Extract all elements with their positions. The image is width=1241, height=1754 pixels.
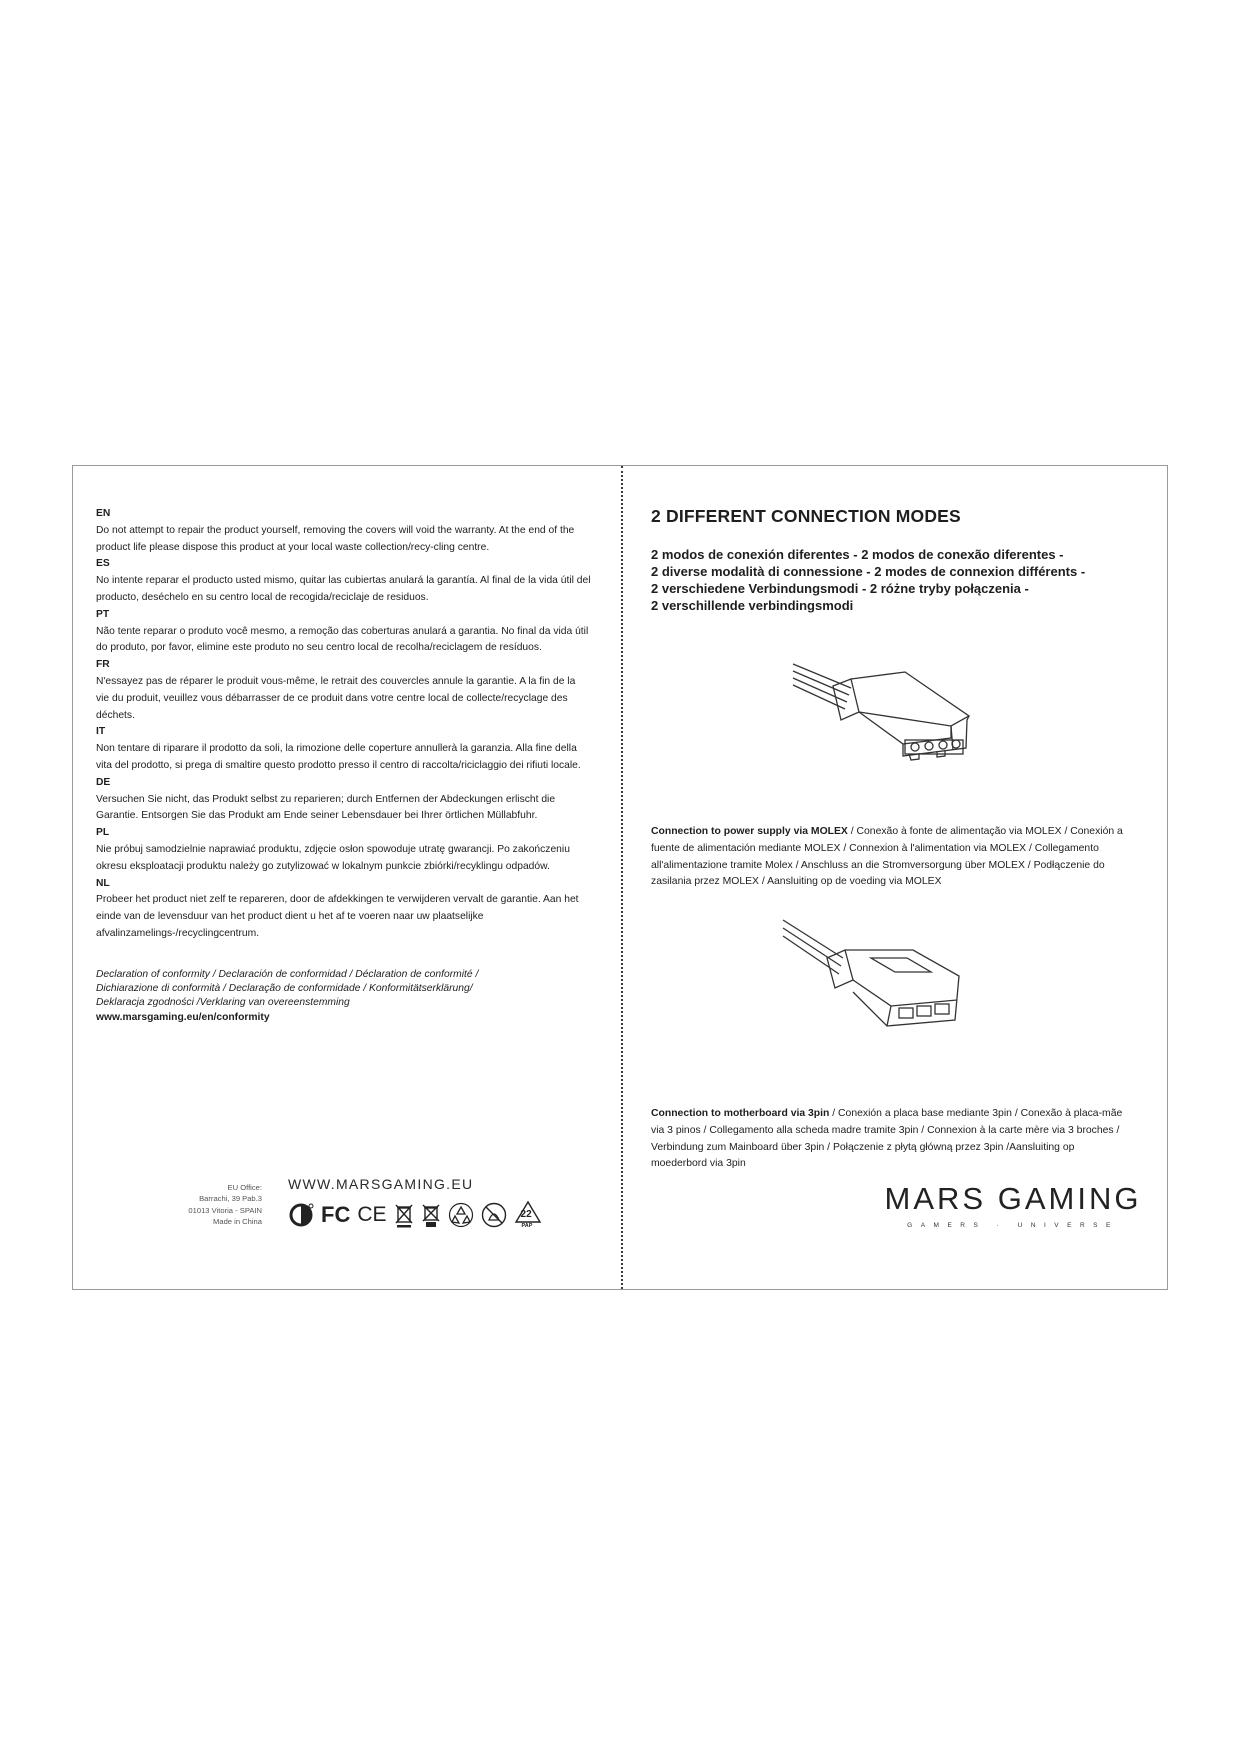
- fcc-icon: FC: [321, 1202, 351, 1227]
- lang-code-de: DE: [96, 776, 111, 788]
- right-panel: [651, 506, 1131, 1170]
- molex-caption-lead: Connection to power supply via MOLEX: [651, 826, 848, 837]
- 3pin-caption-lead: Connection to motherboard via 3pin: [651, 1108, 830, 1119]
- pap-label: PAP: [521, 1223, 533, 1229]
- left-panel: [96, 506, 591, 1025]
- declaration-line: Declaration of conformity / Declaración de conformidad / Déclaration de conformité /: [96, 968, 479, 980]
- declaration-line: Dichiarazione di conformità / Declaração de conformidade / Konformitätserklärung/: [96, 983, 473, 995]
- logo-brand: MARS GAMING: [884, 1181, 1142, 1216]
- subtitle-line: 2 verschiedene Verbindungsmodi - 2 różne tryby połączenia -: [651, 581, 1029, 596]
- warning-text-nl: Probeer het product niet zelf te repareren, door de afdekkingen te verwijderen vervalt de garantie. Aan het einde van de levensduur van het product dient u het af te voeren naar uw plaatselijke afvalinzamelings-/recyclingcentrum.: [96, 894, 579, 939]
- warning-text-fr: N'essayez pas de réparer le produit vous-même, le retrait des couvercles annule la garantie. A la fin de la vie du produit, veuillez vous débarrasser de ce produit dans votre centre local de collecte/recyclage des déchets.: [96, 675, 576, 721]
- recycle-icon: [448, 1202, 474, 1228]
- warning-text-pl: Nie próbuj samodzielnie naprawiać produktu, zdjęcie osłon spowoduje utratę gwarancji. Po zakończeniu okresu eksploatacji produktu należy go zutylizować w lokalnym punkcie zbiórki/recyklingu odpadów.: [96, 843, 570, 872]
- lang-code-it: IT: [96, 726, 106, 738]
- conformity-link[interactable]: www.marsgaming.eu/en/conformity: [96, 1011, 270, 1023]
- warranty-warnings: [96, 506, 591, 943]
- 3pin-caption-rest: / Conexión a placa base mediante 3pin / Conexão à placa-mãe via 3 pinos / Collegamento alla scheda madre tramite 3pin / Connexion à la carte mère via 3 broches / Verbindung zum Mainboard über 3pin / Połączenie z płytą główną przez 3pin /Aansluiting op moederbord via 3pin: [651, 1108, 1123, 1170]
- 3pin-caption: [651, 1106, 1131, 1173]
- warning-text-en: Do not attempt to repair the product yourself, removing the covers will void the warranty. At the end of the product life please dispose this product at your local waste collection/recy-cling centre.: [96, 524, 575, 553]
- warning-text-pt: Não tente reparar o produto você mesmo, a remoção das coberturas anulará a garantia. No final da vida útil do produto, por favor, elimine este produto no seu centro local de recolha/reciclagem de resíduos.: [96, 625, 589, 654]
- molex-connector-illustration: [791, 654, 991, 779]
- subtitle-line: 2 diverse modalità di connessione - 2 modes de connexion différents -: [651, 564, 1086, 579]
- page-title: 2 DIFFERENT CONNECTION MODES: [651, 506, 961, 526]
- lang-code-fr: FR: [96, 659, 110, 671]
- declaration-of-conformity: [96, 968, 591, 1025]
- certification-marks: [288, 1200, 542, 1230]
- pap-number: 22: [520, 1209, 532, 1220]
- warning-text-de: Versuchen Sie nicht, das Produkt selbst zu reparieren; durch Entfernen der Abdeckungen erlischt die Garantie. Entsorgen Sie das Produkt am Ende seiner Lebensdauer bei Ihrer örtlichen Müllabfuhr.: [96, 793, 556, 822]
- fold-line: [621, 466, 623, 1289]
- lang-code-nl: NL: [96, 877, 110, 889]
- logo-tagline: GAMERS · UNIVERSE: [907, 1222, 1119, 1229]
- eu-office-label: EU Office:: [227, 1183, 262, 1192]
- pap-22-icon: [514, 1200, 542, 1230]
- made-in-label: Made in China: [213, 1216, 262, 1226]
- eu-office-city: 01013 Vitoria - SPAIN: [188, 1205, 262, 1215]
- eu-office-address: [163, 1182, 262, 1227]
- lang-code-pt: PT: [96, 608, 110, 620]
- lang-code-en: EN: [96, 508, 111, 519]
- green-dot-icon: [288, 1202, 314, 1228]
- subtitle-line: 2 modos de conexión diferentes - 2 modos de conexão diferentes -: [651, 547, 1064, 562]
- warning-text-it: Non tentare di riparare il prodotto da soli, la rimozione delle coperture annullerà la garanzia. Alla fine della vita del prodotto, si prega di smaltire questo prodotto presso il centro di raccolta/riciclaggio dei rifiuti locale.: [96, 743, 581, 771]
- lang-code-es: ES: [96, 558, 110, 570]
- website-url[interactable]: WWW.MARSGAMING.EU: [288, 1176, 474, 1192]
- mars-gaming-logo: [883, 1181, 1143, 1229]
- ce-icon: CE: [357, 1203, 387, 1226]
- manual-sheet: [72, 465, 1168, 1290]
- eu-office-street: Barrachi, 39 Pab.3: [199, 1194, 262, 1204]
- declaration-line: Deklaracja zgodności /Verklaring van overeenstemming: [96, 997, 350, 1009]
- molex-caption: [651, 824, 1131, 891]
- 3pin-connector-illustration: [781, 910, 981, 1035]
- battery-bin-icon: [421, 1202, 441, 1228]
- no-burn-icon: [481, 1202, 507, 1228]
- subtitle-line: 2 verschillende verbindingsmodi: [651, 598, 854, 613]
- weee-bin-icon: [394, 1202, 414, 1228]
- molex-caption-rest: / Conexão à fonte de alimentação via MOLEX / Conexión a fuente de alimentación mediante MOLEX / Connexion à l'alimentation via MOLEX / Collegamento all'alimentazione tramite Molex / Anschluss an die Stromversorgung über MOLEX / Podłączenie do zasilania przez MOLEX / Aansluiting op de voeding via MOLEX: [651, 826, 1123, 888]
- subtitle-translations: [651, 546, 1131, 614]
- warning-text-es: No intente reparar el producto usted mismo, quitar las cubiertas anulará la garantía. Al final de la vida útil del producto, deséchelo en su centro local de recogida/reciclaje de residuos.: [96, 575, 591, 603]
- lang-code-pl: PL: [96, 827, 110, 839]
